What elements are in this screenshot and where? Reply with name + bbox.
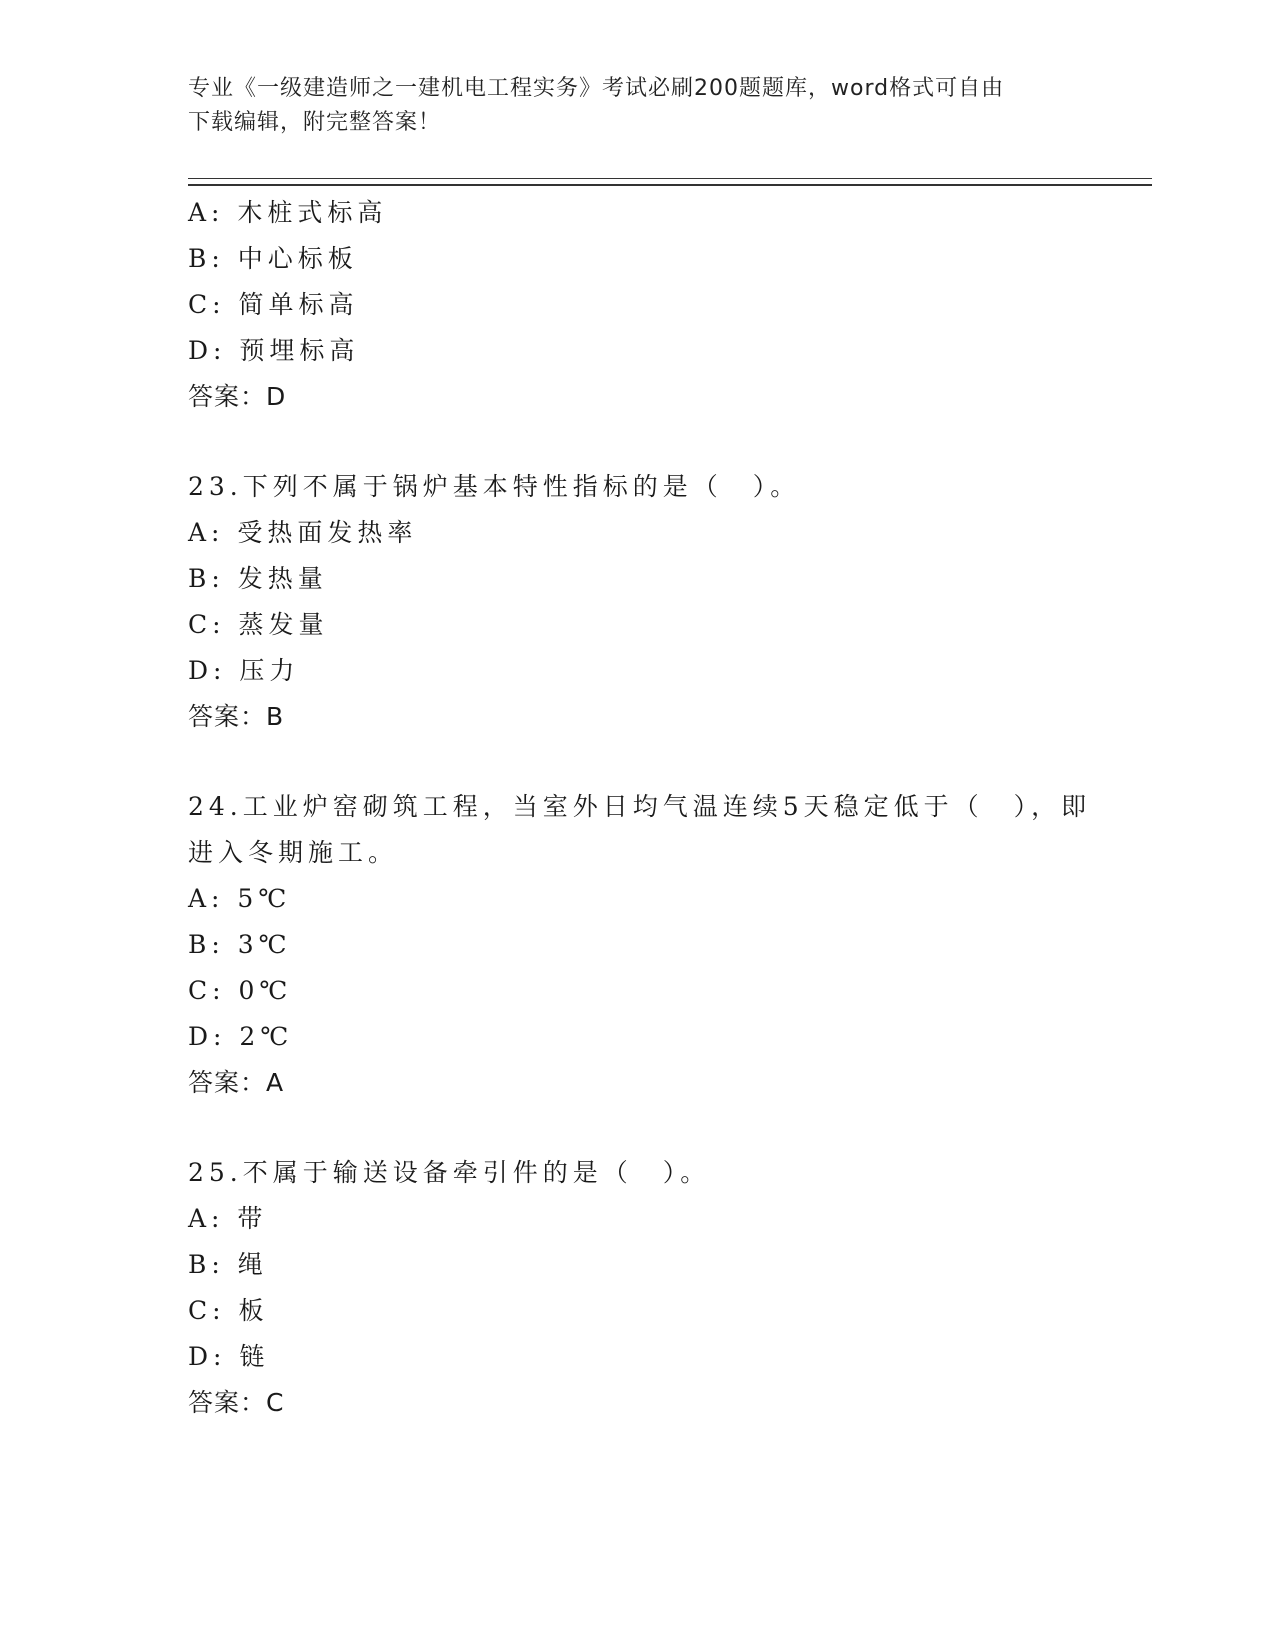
spacer — [188, 420, 1088, 464]
answer-label: 答案：A — [188, 1068, 285, 1097]
option-c: C: 简单标高 — [188, 290, 359, 319]
option-b: B: 发热量 — [188, 564, 328, 593]
question-text: 25.不属于输送设备牵引件的是（ ）。 — [188, 1158, 711, 1187]
question-23 — [188, 464, 1088, 740]
option-d: D: 压力 — [188, 656, 300, 685]
option-d: D: 2℃ — [188, 1022, 294, 1051]
question-text-line-2: 进入冬期施工。 — [188, 838, 399, 867]
answer-label: 答案：D — [188, 382, 287, 411]
option-d: D: 预埋标高 — [188, 336, 360, 365]
option-b: B: 3℃ — [188, 930, 292, 959]
option-a: A: 受热面发热率 — [188, 518, 418, 547]
header-line-2: 下载编辑，附完整答案！ — [188, 110, 442, 135]
option-c: C: 板 — [188, 1296, 269, 1325]
question-25 — [188, 1150, 1088, 1426]
option-a: A: 带 — [188, 1204, 268, 1233]
question-list — [188, 190, 1092, 1426]
question-text-line-1: 24.工业炉窑砌筑工程，当室外日均气温连续5天稳定低于（ ），即 — [188, 792, 1092, 821]
answer-label: 答案：C — [188, 1388, 285, 1417]
option-c: C: 蒸发量 — [188, 610, 329, 639]
question-text: 23.下列不属于锅炉基本特性指标的是（ ）。 — [188, 472, 801, 501]
header-divider — [188, 178, 1152, 186]
document-header — [188, 72, 1088, 140]
spacer — [188, 740, 1088, 784]
option-c: C: 0℃ — [188, 976, 293, 1005]
answer-label: 答案：B — [188, 702, 285, 731]
spacer — [188, 1106, 1088, 1150]
question-24 — [188, 784, 1092, 1106]
option-b: B: 中心标板 — [188, 244, 358, 273]
option-a: A: 木桩式标高 — [188, 198, 388, 227]
option-d: D: 链 — [188, 1342, 270, 1371]
option-b: B: 绳 — [188, 1250, 268, 1279]
question-22 — [188, 190, 1088, 420]
header-line-1: 专业《一级建造师之一建机电工程实务》考试必刷200题题库，word格式可自由 — [188, 76, 1005, 101]
option-a: A: 5℃ — [188, 884, 292, 913]
